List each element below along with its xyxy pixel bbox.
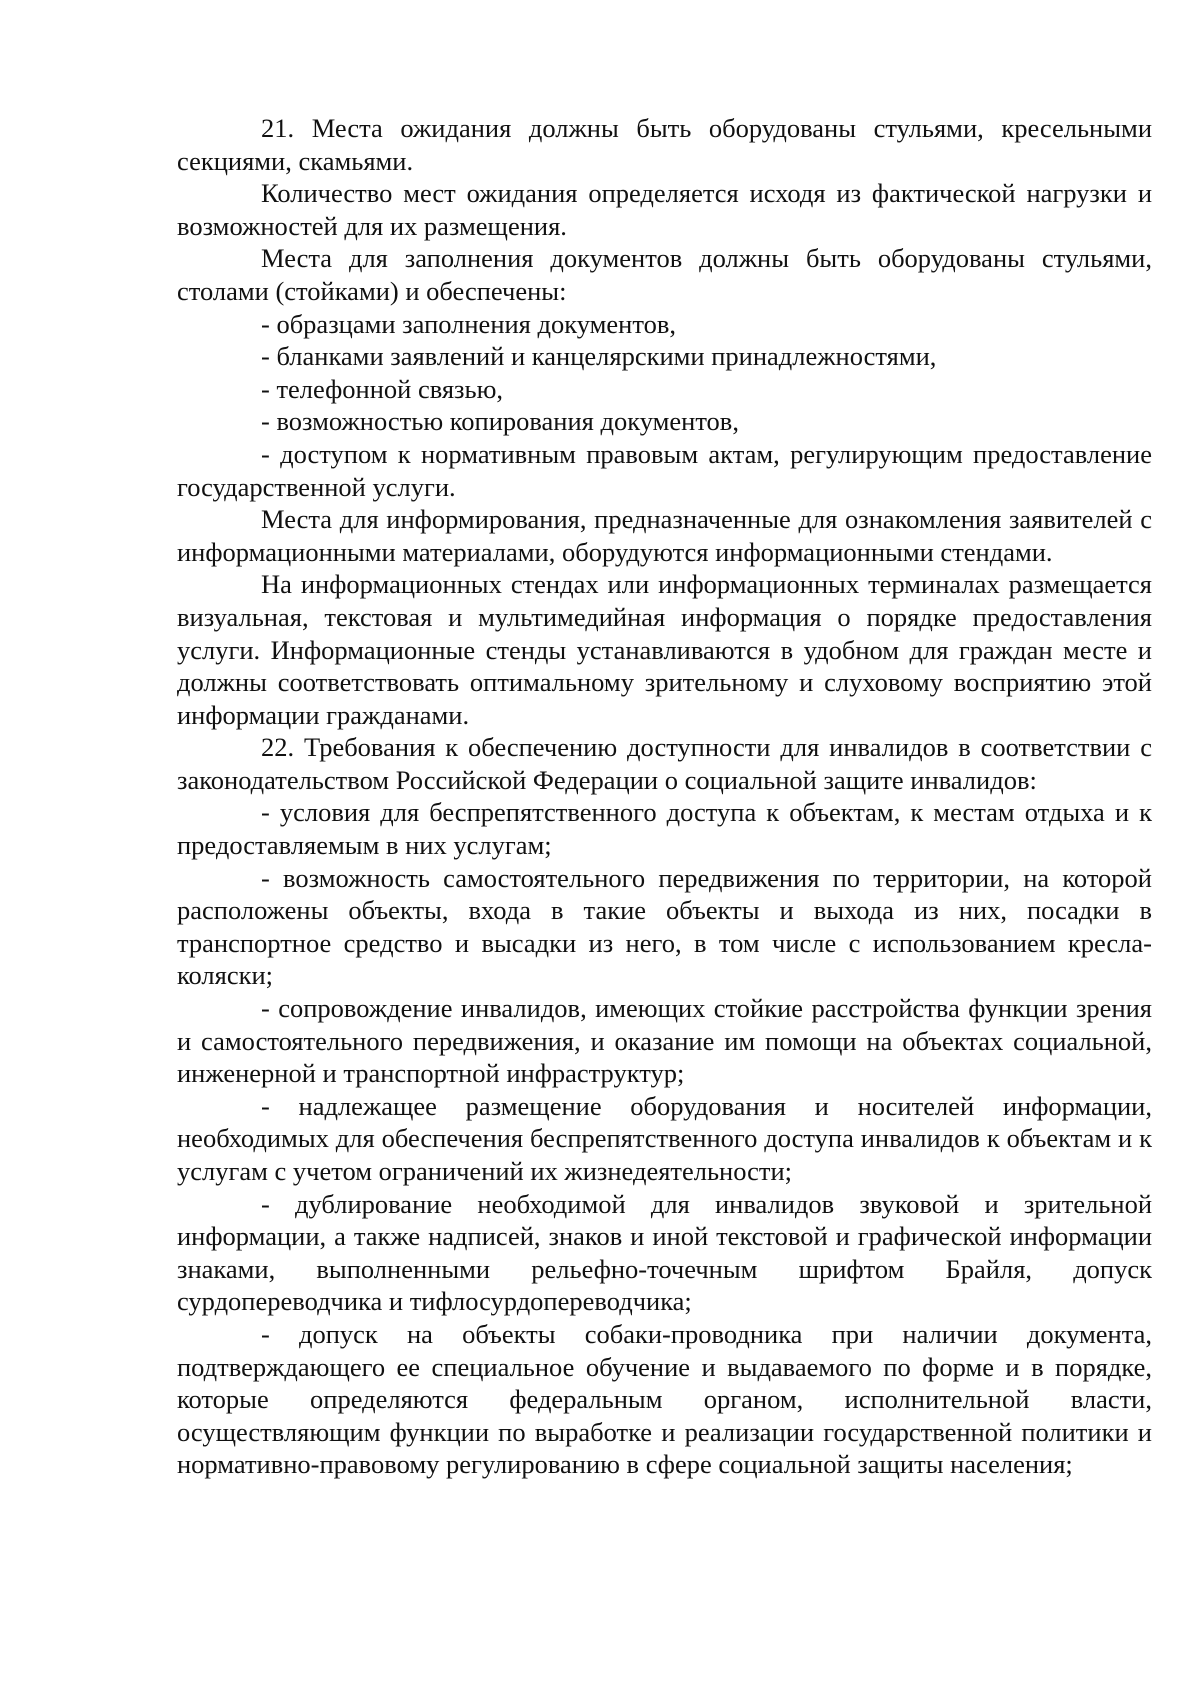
list-item-application-forms: - бланками заявлений и канцелярскими принадлежностями, [261,341,937,372]
list-item-form-samples: - образцами заполнения документов, [261,308,676,339]
list-item-copying: - возможностью копирования документов, [261,406,739,437]
list-item-information-duplication: - дублирование необходимой для инвалидов звуковой и зрительной информации, а также надписей, знаков и иной текстовой и графической информации знаками, выполненными рельефно-точечным шрифтом Брайля, допуск сурдопереводчика и тифлосурдопереводчика; [177,1188,1152,1317]
list-item-legal-acts: - доступом к нормативным правовым актам, регулирующим предоставление государственной услуги. [177,438,1152,502]
list-item-independent-movement: - возможность самостоятельного передвижения по территории, на которой расположены объекты, входа в такие объекты и выхода из них, посадки в транспортное средство и высадки из него, в том числе с использованием кресла- коляски; [177,862,1152,991]
paragraph-information-stands: На информационных стендах или информационных терминалах размещается визуальная, текстовая и мультимедийная информация о порядке предоставления услуги. Информационные стенды устанавливаются в удобном для граждан месте и должны соответствовать оптимальному зрительному и слуховому восприятию этой информации гражданами. [177,569,1152,730]
paragraph-waiting-places-count: Количество мест ожидания определяется исходя из фактической нагрузки и возможностей для их размещения. [177,178,1152,241]
list-item-unobstructed-access: - условия для беспрепятственного доступа к объектам, к местам отдыха и к предоставляемым в них услугам; [177,797,1152,861]
paragraph-information-places: Места для информирования, предназначенные для ознакомления заявителей с информационными материалами, оборудуются информационными стендами. [177,504,1152,567]
paragraph-22-accessibility: 22. Требования к обеспечению доступности для инвалидов в соответствии с законодательством Российской Федерации о социальной защите инвалидов: [177,732,1152,795]
list-item-escort: - сопровождение инвалидов, имеющих стойкие расстройства функции зрения и самостоятельного передвижения, и оказание им помощи на объектах социальной, инженерной и транспортной инфраструктур; [177,993,1152,1089]
list-item-guide-dog: - допуск на объекты собаки-проводника при наличии документа, подтверждающего ее специальное обучение и выдаваемого по форме и в порядке, которые определяются федеральным органом, исполнительной власти, осуществляющим функции по выработке и реализации государственной политики и нормативно-правовому регулированию в сфере социальной защиты населения; [177,1318,1152,1480]
list-item-equipment-placement: - надлежащее размещение оборудования и носителей информации, необходимых для обеспечения беспрепятственного доступа инвалидов к объектам и к услугам с учетом ограничений их жизнедеятельности; [177,1090,1152,1186]
paragraph-21-waiting-places: 21. Места ожидания должны быть оборудованы стульями, кресельными секциями, скамьями. [177,113,1152,176]
paragraph-form-filling-places: Места для заполнения документов должны быть оборудованы стульями, столами (стойками) и обеспечены: [177,243,1152,306]
document-body [177,112,1152,1481]
list-item-telephone: - телефонной связью, [261,373,504,404]
